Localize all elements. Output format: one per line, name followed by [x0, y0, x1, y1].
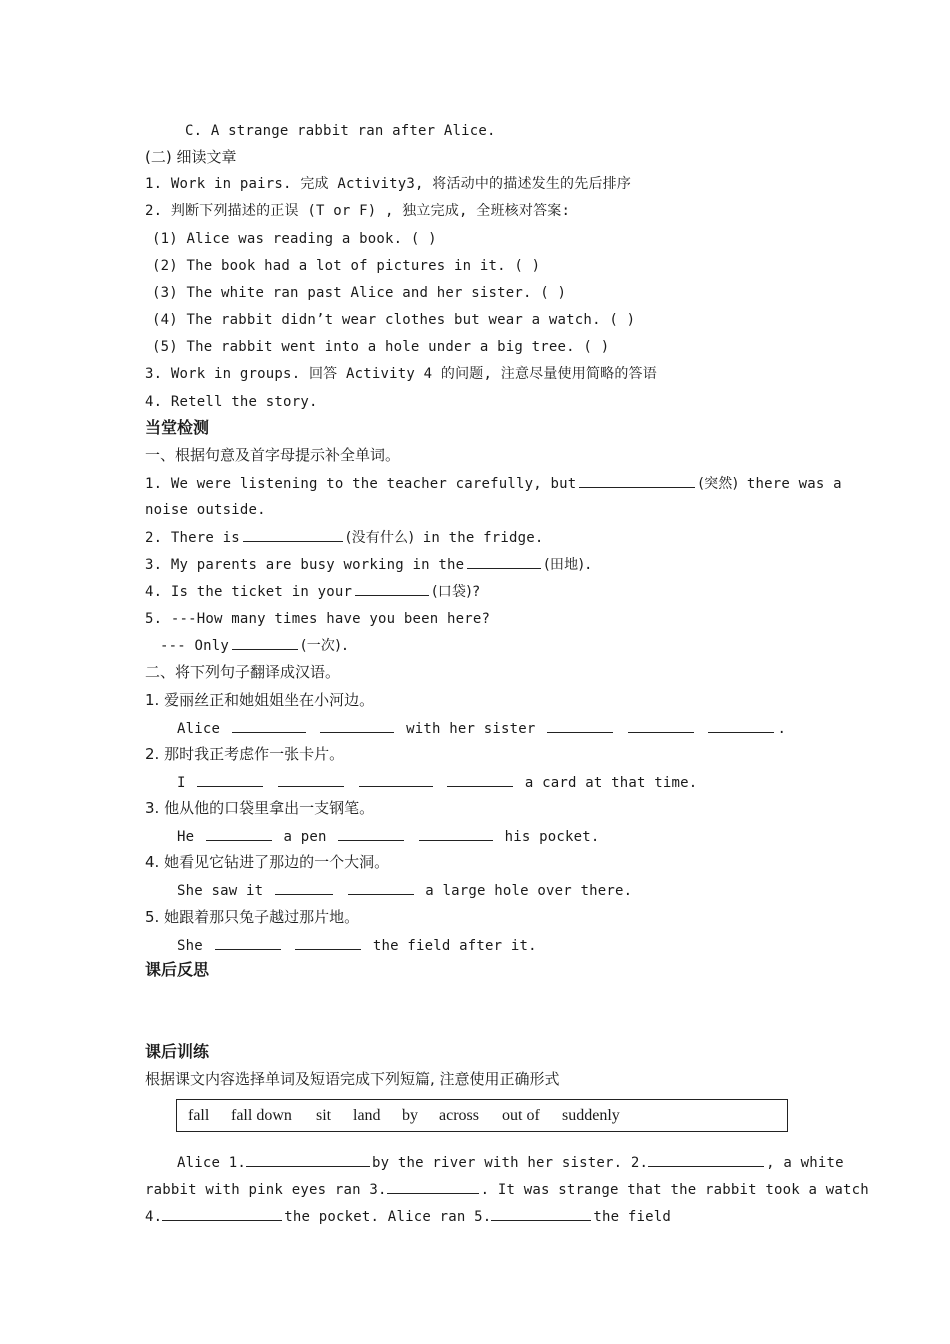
heading-in-class-check: 当堂检测 — [145, 418, 210, 437]
task-3: 3. Work in groups. 回答 Activity 4 的问题, 注意尽量使用简略的答语 — [145, 366, 657, 382]
trans-5-a: She — [177, 938, 203, 954]
trans-4-blank-2[interactable] — [348, 880, 414, 895]
trans-5-blank-2[interactable] — [295, 935, 361, 950]
trans-4-en — [177, 880, 632, 901]
trans-2-cn: 2. 那时我正考虑作一张卡片。 — [145, 745, 345, 763]
word-across: across — [439, 1107, 479, 1124]
passage-l1-a: Alice 1. — [177, 1155, 247, 1171]
passage-line-3 — [145, 1206, 671, 1227]
word-by: by — [402, 1107, 418, 1124]
passage-blank-5[interactable] — [491, 1206, 591, 1221]
tf-item-4: (4) The rabbit didn’t wear clothes but wear a watch. ( ) — [152, 312, 636, 328]
fill-q4 — [145, 581, 480, 602]
word-fall: fall — [188, 1107, 210, 1124]
trans-5-blank-1[interactable] — [215, 935, 281, 950]
trans-5-en — [177, 935, 537, 956]
passage-blank-2[interactable] — [648, 1152, 764, 1167]
fill-q1 — [145, 473, 842, 494]
trans-1-en — [177, 718, 786, 739]
q2-hint: (没有什么) — [345, 530, 415, 546]
q4-blank[interactable] — [355, 581, 429, 596]
passage-l3-b: the pocket. Alice ran 5. — [284, 1209, 492, 1225]
word-land: land — [353, 1107, 381, 1124]
trans-3-b: a pen — [283, 829, 327, 845]
fill-q2 — [145, 527, 544, 548]
passage-blank-4[interactable] — [162, 1206, 282, 1221]
task-4: 4. Retell the story. — [145, 394, 318, 410]
q1-text-b: there was a — [746, 476, 842, 492]
trans-2-a: I — [177, 775, 186, 791]
fill-q3 — [145, 554, 593, 575]
word-sit: sit — [316, 1107, 332, 1124]
trans-2-blank-3[interactable] — [359, 772, 433, 787]
trans-4-b: a large hole over there. — [425, 883, 633, 899]
trans-3-a: He — [177, 829, 195, 845]
trans-1-cn: 1. 爱丽丝正和她姐姐坐在小河边。 — [145, 691, 375, 709]
passage-line-2 — [145, 1179, 869, 1200]
passage-blank-1[interactable] — [246, 1152, 370, 1167]
training-instruction: 根据课文内容选择单词及短语完成下列短篇, 注意使用正确形式 — [145, 1070, 560, 1088]
passage-l1-c: , a white — [766, 1155, 844, 1171]
passage-l3-c: the field — [593, 1209, 672, 1225]
tf-item-2: (2) The book had a lot of pictures in it. ( ) — [152, 258, 541, 274]
previous-option-c: C. A strange rabbit ran after Alice. — [185, 123, 496, 139]
trans-3-blank-3[interactable] — [419, 826, 493, 841]
trans-2-en — [177, 772, 697, 793]
trans-3-en — [177, 826, 600, 847]
trans-4-a: She saw it — [177, 883, 264, 899]
q5-hint: (一次) — [301, 638, 341, 654]
tf-item-1: (1) Alice was reading a book. ( ) — [152, 231, 437, 247]
trans-2-blank-4[interactable] — [447, 772, 513, 787]
q5-blank[interactable] — [232, 635, 298, 650]
trans-1-c: . — [777, 721, 787, 737]
trans-2-blank-2[interactable] — [278, 772, 344, 787]
trans-1-blank-1[interactable] — [232, 718, 306, 733]
word-suddenly: suddenly — [562, 1107, 620, 1124]
passage-blank-3[interactable] — [387, 1179, 479, 1194]
tf-item-5: (5) The rabbit went into a hole under a big tree. ( ) — [152, 339, 610, 355]
q1-blank[interactable] — [579, 473, 695, 488]
part-2-title: 二、将下列句子翻译成汉语。 — [145, 663, 341, 681]
trans-3-cn: 3. 他从他的口袋里拿出一支钢笔。 — [145, 799, 375, 817]
part-1-title: 一、根据句意及首字母提示补全单词。 — [145, 446, 401, 464]
q4-text-b: ? — [471, 584, 481, 600]
trans-1-blank-3[interactable] — [547, 718, 613, 733]
q5-text-c: . — [340, 638, 350, 654]
fill-q1-cont: noise outside. — [145, 502, 266, 518]
q1-text: 1. We were listening to the teacher carefully, but — [145, 476, 577, 492]
heading-after-class-training: 课后训练 — [145, 1042, 210, 1061]
q3-blank[interactable] — [467, 554, 541, 569]
trans-1-blank-2[interactable] — [320, 718, 394, 733]
tf-item-3: (3) The white ran past Alice and her sister. ( ) — [152, 285, 567, 301]
trans-1-blank-5[interactable] — [708, 718, 774, 733]
passage-l1-b: by the river with her sister. 2. — [372, 1155, 649, 1171]
trans-1-b: with her sister — [406, 721, 536, 737]
task-2: 2. 判断下列描述的正误 (T or F) , 独立完成, 全班核对答案: — [145, 203, 571, 219]
trans-4-cn: 4. 她看见它钻进了那边的一个大洞。 — [145, 853, 390, 871]
q1-hint: (突然) — [698, 476, 739, 492]
heading-reflection: 课后反思 — [145, 960, 210, 979]
trans-1-blank-4[interactable] — [628, 718, 694, 733]
q3-text: 3. My parents are busy working in the — [145, 557, 465, 573]
trans-3-c: his pocket. — [504, 829, 600, 845]
q3-text-b: . — [584, 557, 593, 573]
word-bank — [176, 1099, 788, 1132]
word-fall-down: fall down — [231, 1107, 292, 1124]
q4-hint: (口袋) — [432, 584, 472, 600]
q2-text-b: in the fridge. — [422, 530, 544, 546]
trans-4-blank-1[interactable] — [275, 880, 333, 895]
task-1: 1. Work in pairs. 完成 Activity3, 将活动中的描述发生的先后排序 — [145, 176, 632, 192]
word-out-of: out of — [502, 1107, 540, 1124]
passage-l2-a: rabbit with pink eyes ran 3. — [145, 1182, 387, 1198]
q5-text-b: --- Only — [160, 638, 230, 654]
trans-3-blank-1[interactable] — [206, 826, 272, 841]
fill-q5-answer — [160, 635, 349, 656]
trans-2-b: a card at that time. — [524, 775, 698, 791]
trans-2-blank-1[interactable] — [197, 772, 263, 787]
q2-blank[interactable] — [243, 527, 343, 542]
fill-q5: 5. ---How many times have you been here? — [145, 611, 491, 627]
passage-l3-a: 4. — [145, 1209, 163, 1225]
q2-text: 2. There is — [145, 530, 240, 546]
q4-text: 4. Is the ticket in your — [145, 584, 353, 600]
section-read-title: (二) 细读文章 — [145, 148, 237, 166]
passage-line-1 — [177, 1152, 844, 1173]
passage-l2-b: . It was strange that the rabbit took a watch — [480, 1182, 869, 1198]
trans-3-blank-2[interactable] — [338, 826, 404, 841]
trans-5-cn: 5. 她跟着那只兔子越过那片地。 — [145, 908, 360, 926]
trans-5-b: the field after it. — [372, 938, 537, 954]
trans-1-a: Alice — [177, 721, 221, 737]
q3-hint: (田地) — [544, 557, 584, 573]
